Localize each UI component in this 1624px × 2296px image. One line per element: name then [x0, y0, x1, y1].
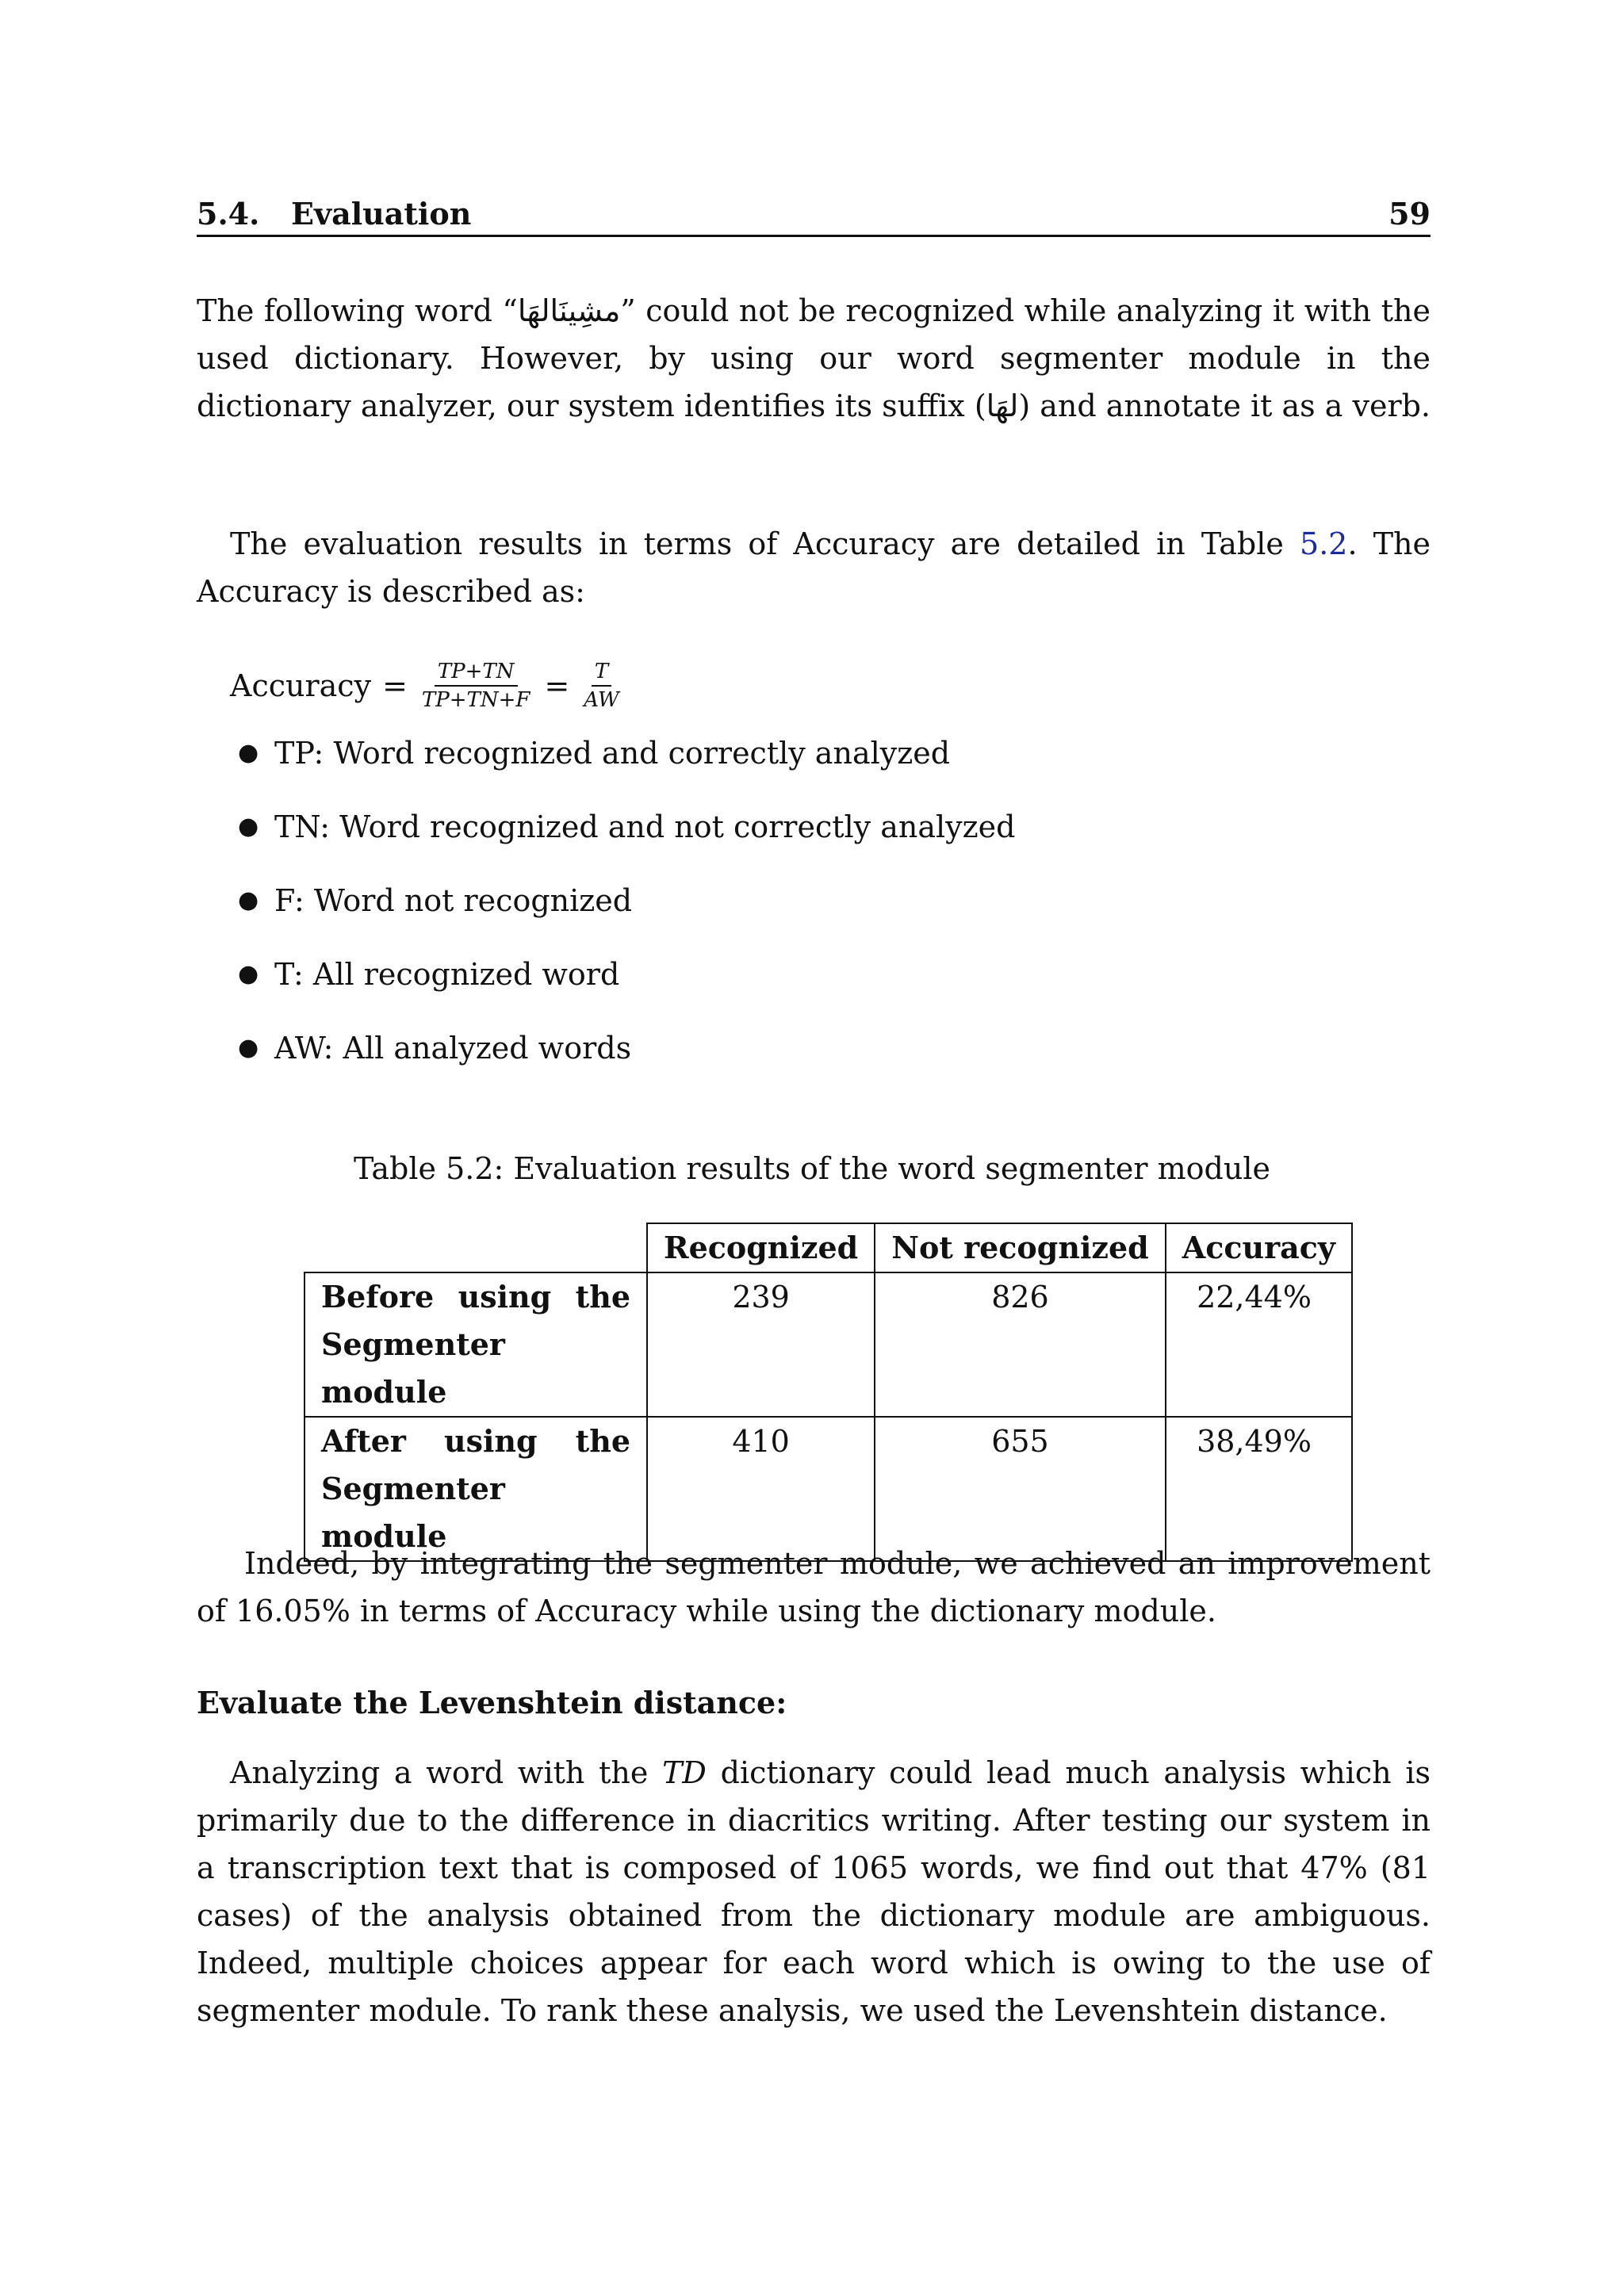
- p2-text-before: The evaluation results in terms of Accuracy are detailed in Table: [230, 526, 1300, 561]
- fraction-2-denominator: AW: [584, 688, 619, 712]
- cell-recognized: 239: [647, 1272, 875, 1417]
- row-label-before: Before using the Segmenter module: [304, 1272, 647, 1417]
- paragraph-word-example: [197, 287, 1431, 430]
- cell-accuracy: 38,49%: [1166, 1417, 1352, 1561]
- list-item: [238, 803, 1015, 877]
- fraction-2: [580, 660, 622, 712]
- formula-label: Accuracy: [230, 668, 372, 703]
- formula-equals-2: =: [544, 668, 570, 703]
- section-title: 5.4. Evaluation: [197, 196, 472, 232]
- page-number: 59: [1388, 196, 1431, 232]
- table-header-row: [304, 1223, 1352, 1272]
- list-item: [238, 877, 1015, 951]
- results-table: [304, 1223, 1353, 1562]
- list-item: [238, 1024, 1015, 1098]
- p4-text-after: dictionary could lead much analysis which is primarily due to the difference in diacritics writing. After testing our system in a transcription text that is composed of 1065 words, we find out that 47% (81 cases) of the analysis obtained from the dictionary module are ambiguous. Indeed, multiple choices appear for each word which is owing to the use of segmenter module. To rank these analysis, we used the Levenshtein distance.: [197, 1755, 1431, 2028]
- cell-recognized: 410: [647, 1417, 875, 1561]
- paragraph-levenshtein: [197, 1749, 1431, 2034]
- fraction-1-denominator: TP+TN+F: [421, 688, 530, 712]
- p1-text-after: ) and annotate it as a verb.: [1018, 388, 1431, 423]
- column-header-recognized: Recognized: [647, 1223, 875, 1272]
- bullet-text: TP: Word recognized and correctly analyzed: [274, 736, 951, 771]
- arabic-suffix: لهَا: [986, 388, 1019, 423]
- fraction-1: [419, 660, 534, 712]
- cell-not-recognized: 655: [875, 1417, 1166, 1561]
- td-symbol: TD: [662, 1755, 707, 1790]
- bullet-text: TN: Word recognized and not correctly analyzed: [274, 809, 1016, 844]
- fraction-1-numerator: TP+TN: [435, 660, 518, 687]
- bullet-text: F: Word not recognized: [274, 883, 633, 918]
- p4-text-before: Analyzing a word with the: [230, 1755, 663, 1790]
- running-header: [197, 190, 1431, 238]
- table-caption: Table 5.2: Evaluation results of the word segmenter module: [353, 1151, 1270, 1186]
- table-corner-cell: [304, 1223, 647, 1272]
- bullet-icon: ●: [238, 739, 259, 767]
- cell-not-recognized: 826: [875, 1272, 1166, 1417]
- table-reference-link[interactable]: 5.2: [1300, 526, 1348, 561]
- paragraph-accuracy-intro: [197, 520, 1431, 615]
- list-item: [238, 951, 1015, 1024]
- definition-list: [238, 729, 1015, 1098]
- list-item: [238, 729, 1015, 803]
- bullet-text: T: All recognized word: [274, 957, 620, 992]
- column-header-not-recognized: Not recognized: [875, 1223, 1166, 1272]
- bullet-icon: ●: [238, 886, 259, 914]
- subsection-heading: Evaluate the Levenshtein distance:: [197, 1685, 787, 1720]
- bullet-icon: ●: [238, 960, 259, 988]
- cell-accuracy: 22,44%: [1166, 1272, 1352, 1417]
- paragraph-improvement: Indeed, by integrating the segmenter module, we achieved an improvement of 16.05% in terms of Accuracy while using the dictionary module.: [197, 1546, 1431, 1628]
- arabic-word: مشِينَالهَا: [517, 293, 621, 328]
- bullet-text: AW: All analyzed words: [274, 1031, 632, 1066]
- accuracy-formula: [230, 660, 622, 712]
- formula-equals-1: =: [382, 668, 408, 703]
- column-header-accuracy: Accuracy: [1166, 1223, 1352, 1272]
- p1-text-middle: ” could not be recognized while analyzing it with the used dictionary. However, by using our word segmenter module in the dictionary analyzer, our system identifies its suffix (: [197, 293, 1431, 423]
- p1-text-before: The following word “: [197, 293, 518, 328]
- header-rule: [197, 235, 1431, 237]
- fraction-2-numerator: T: [592, 660, 611, 687]
- row-label-after: After using the Segmenter module: [304, 1417, 647, 1561]
- bullet-icon: ●: [238, 1034, 259, 1062]
- bullet-icon: ●: [238, 813, 259, 840]
- table-row: [304, 1272, 1352, 1417]
- p2-text-after: . The Accuracy is described as:: [197, 526, 1431, 609]
